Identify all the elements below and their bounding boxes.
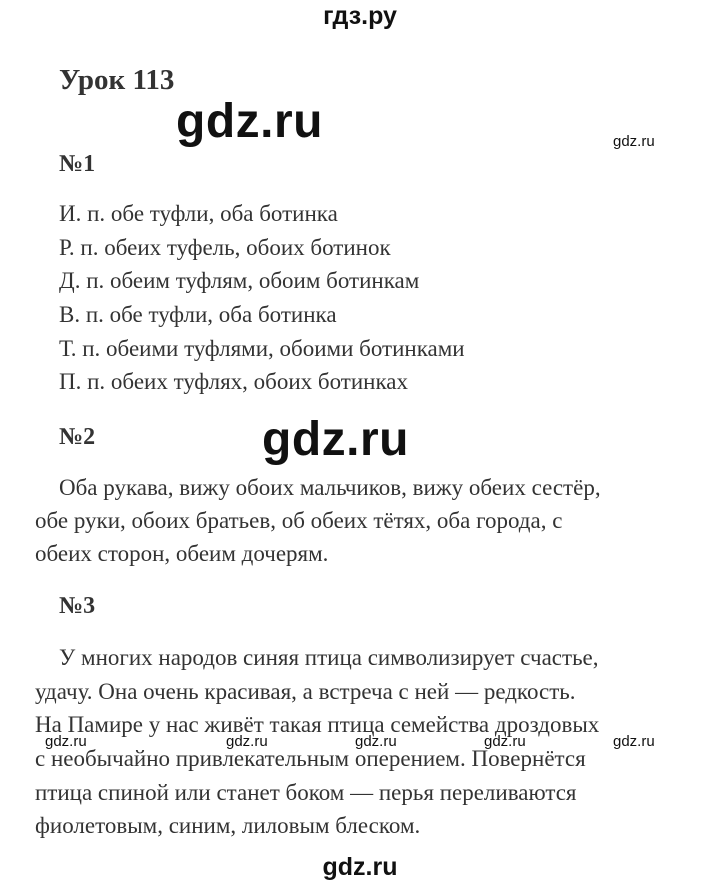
case-line: В. п. обе туфли, оба ботинка [59,302,337,327]
watermark-large: gdz.ru [176,95,323,148]
case-line: Р. п. обеих туфель, обоих ботинок [59,235,391,260]
paragraph-line: обе руки, обоих братьев, об обеих тётях, оба города, с [35,508,563,533]
watermark-small: gdz.ru [613,733,655,750]
paragraph-line: На Памире у нас живёт такая птица семейства дроздовых [35,712,600,737]
task-number: №1 [59,151,96,177]
watermark-small: gdz.ru [613,133,655,150]
watermark-large: gdz.ru [262,413,409,466]
footer-watermark: gdz.ru [322,853,398,881]
paragraph-line: птица спиной или станет боком — перья переливаются [35,780,577,805]
paragraph-line: фиолетовым, синим, лиловым блеском. [35,813,421,838]
watermark-small: gdz.ru [226,733,268,750]
watermark-small: gdz.ru [45,733,87,750]
case-line: И. п. обе туфли, оба ботинка [59,201,338,226]
paragraph-line: удачу. Она очень красивая, а встреча с ней — редкость. [35,679,576,704]
task-number: №2 [59,424,96,450]
paragraph-line: с необычайно привлекательным оперением. Повернётся [35,746,586,771]
lesson-title: Урок 113 [59,64,175,96]
paragraph-line: У многих народов синяя птица символизирует счастье, [59,645,599,670]
case-line: Т. п. обеими туфлями, обоими ботинками [59,336,465,361]
paragraph-line: Оба рукава, вижу обоих мальчиков, вижу обеих сестёр, [59,475,601,500]
site-header: гдз.ру [323,2,397,30]
paragraph-line: обеих сторон, обеим дочерям. [35,541,329,566]
watermark-small: gdz.ru [355,733,397,750]
task-number: №3 [59,593,96,619]
case-line: Д. п. обеим туфлям, обоим ботинкам [59,268,420,293]
watermark-small: gdz.ru [484,733,526,750]
case-line: П. п. обеих туфлях, обоих ботинках [59,369,409,394]
